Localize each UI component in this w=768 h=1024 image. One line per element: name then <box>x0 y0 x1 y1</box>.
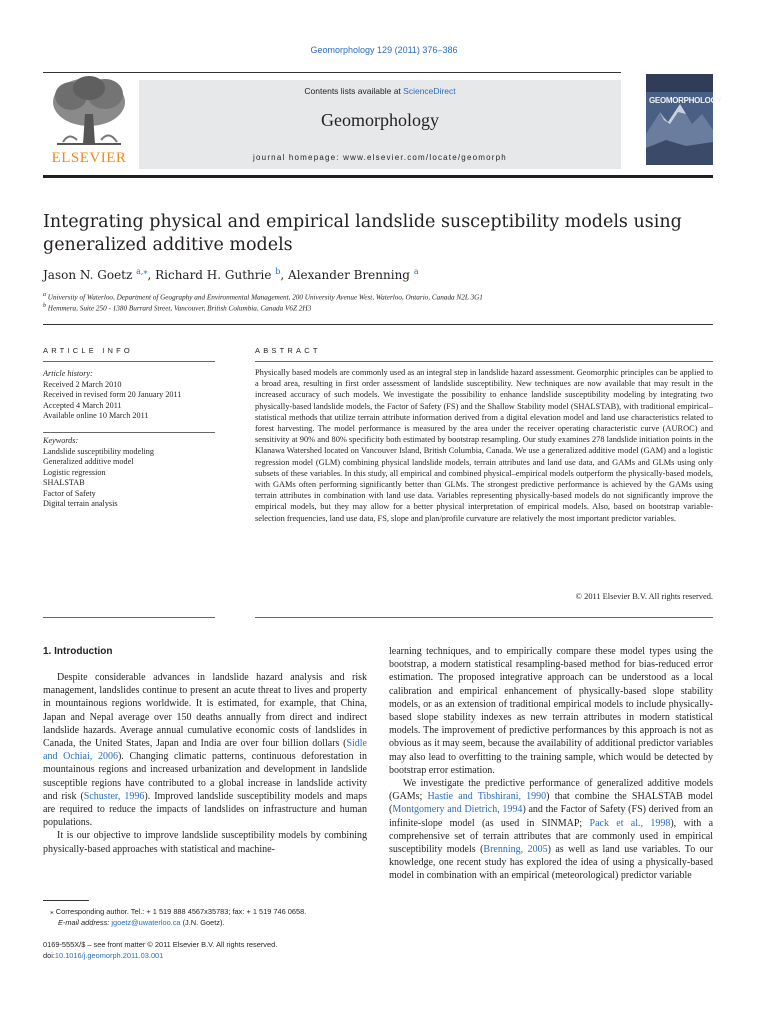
footnote-divider <box>43 900 89 901</box>
email-link[interactable]: jgoetz@uwaterloo.ca <box>111 918 181 927</box>
reference-link[interactable]: Sidle and Ochiai, 2006 <box>43 738 367 763</box>
affiliation-b: $^b$ Hemmera, Suite 250 - 1380 Burrard Street, Vancouver, British Columbia, Canada V6Z 2H3 <box>43 303 312 313</box>
divider <box>43 617 215 618</box>
issn-line: 0169-555X/$ – see front matter © 2011 Elsevier B.V. All rights reserved. <box>43 940 278 949</box>
author-affiliation-mark[interactable]: b <box>275 267 281 276</box>
abstract-text: Physically based models are commonly used as an integral step in landslide hazard assessment. Geomorphic principles can be applied to a broad area, resulting in first order assessment of landslide susceptibility. New techniques are now available that may result in the increased accuracy of such models. We investigate the possibility to enhance landslide susceptibility modeling by integrating two physically-based landslide models, the Factor of Safety (FS) and the Shallow Stability model (SHALSTAB), with traditional empirical–statistical methods that utilize terrain attribute information derived from a digital elevation model and land use characteristics related to forest harvesting. The model performance is measured by the area under the receiver operating characteristic curve (AUROC) and sensitivity at 90% and 80% specificity both estimated by bootstrap resampling. Our study examines 278 landslide initiation points in the Klanawa Watershed located on Vancouver Island, British Columbia, Canada. We use a generalized additive model (GAM) and a logistic regression model (GLM) combining physical landslide models, terrain attributes and land use data, and GAMs and GLMs using only subsets of these variables. In this study, all empirical and combined physical–empirical models outperform the physically-based models, with GAMs often performing significantly better than GLMs. The strongest predictive performance is achieved by the GAMs using terrain attributes in combination with land use data. Variables representing physically-based models do not significantly improve the empirical models, but they may allow for a better physical interpretation of empirical models. Also, based on bootstrap variable-selection frequencies, land use data, FS, slope and plan/profile curvature are relatively the most important predictor variables. <box>255 368 713 523</box>
history-label: Article history: <box>43 369 93 378</box>
divider <box>43 72 621 73</box>
reference-link[interactable]: Pack et al., 1998 <box>589 817 671 829</box>
intro-left-column <box>43 671 367 856</box>
elsevier-wordmark: ELSEVIER <box>51 150 127 166</box>
keywords-label: Keywords: <box>43 436 79 445</box>
elsevier-logo[interactable] <box>43 74 135 170</box>
keyword[interactable]: SHALSTAB <box>43 478 85 487</box>
header-divider <box>43 175 713 178</box>
divider <box>43 432 215 433</box>
affiliation-a: $^a$ University of Waterloo, Department of Geography and Environmental Management, 200 University Avenue West, Waterloo, Ontario, Canada N2L 3G1 <box>43 292 483 302</box>
keyword[interactable]: Generalized additive model <box>43 457 134 466</box>
reference-link[interactable]: Hastie and Tibshirani, 1990 <box>427 791 547 803</box>
keywords <box>43 436 215 510</box>
keyword[interactable]: Landslide susceptibility modeling <box>43 446 154 456</box>
abstract-heading: ABSTRACT <box>255 346 321 355</box>
article-history <box>43 369 215 422</box>
history-item: Available online 10 March 2011 <box>43 411 149 420</box>
doi-link[interactable]: 10.1016/j.geomorph.2011.03.001 <box>54 951 164 960</box>
history-item: Received in revised form 20 January 2011 <box>43 390 182 399</box>
elsevier-tree-icon <box>49 74 129 148</box>
author-name[interactable]: Richard H. Guthrie <box>155 268 272 282</box>
divider <box>255 361 713 362</box>
paragraph: It is our objective to improve landslide susceptibility models by combining physically-based approaches with statistical and machine- <box>43 830 367 855</box>
doi-line: doi:10.1016/j.geomorph.2011.03.001 <box>43 951 164 960</box>
corresponding-author-note: ⁎ Corresponding author. Tel.: + 1 519 888 4567x35783; fax: + 1 519 746 0658. <box>50 907 307 916</box>
email-note: E-mail address: jgoetz@uwaterloo.ca (J.N. Goetz). <box>58 918 225 927</box>
contents-prefix: Contents lists available at <box>304 86 404 96</box>
keyword[interactable]: Digital terrain analysis <box>43 499 118 508</box>
author-list: Jason N. Goetz $^{a,⁎}$, Richard H. Guthrie $^b$, Alexander Brenning $^a$ <box>43 267 419 282</box>
reference-link[interactable]: Schuster, 1996 <box>83 790 145 802</box>
divider <box>43 324 713 325</box>
author-affiliation-mark[interactable]: a,⁎ <box>136 267 148 276</box>
journal-header <box>139 80 621 169</box>
cover-title: GEOMORPHOLOGY <box>649 96 722 105</box>
sciencedirect-link[interactable]: ScienceDirect <box>403 86 456 96</box>
copyright: © 2011 Elsevier B.V. All rights reserved. <box>575 592 713 601</box>
history-item: Received 2 March 2010 <box>43 379 122 389</box>
section-heading: 1. Introduction <box>43 646 113 657</box>
paragraph: learning techniques, and to empirically compare these model types using the bootstrap, a modern statistical resampling-based method for bias-reduced error estimation. The proposed integrative approach can be understood as a local calibration and empirical enhancement of physically-based slope stability models, or as an extension of traditional empirical models to include physically-based slope stability indexes as new terrain attributes in modern statistical models. The improvement of predictive performances by this approach is not as obvious as it may seem, because the availability of additional predictor variables may also lead to overfitting to the training sample, which would be detected by bootstrap error estimation. <box>389 646 713 776</box>
history-item: Accepted 4 March 2011 <box>43 400 122 410</box>
reference-link[interactable]: Brenning, 2005 <box>483 844 548 856</box>
author-name[interactable]: Alexander Brenning <box>288 268 410 282</box>
article-info-heading: ARTICLE INFO <box>43 346 133 355</box>
journal-citation[interactable]: Geomorphology 129 (2011) 376–386 <box>310 45 458 55</box>
paragraph: We investigate the predictive performance of generalized additive models (GAMs; Hastie and Tibshirani, 1990) that combine the SHALSTAB model (Montgomery and Dietrich, 1994) and the Factor of Safety (FS) derived from an infinite-slope model (as used in SINMAP; Pack et al., 1998), with a comprehensive set of terrain attributes that are commonly used in empirical susceptibility models (Brenning, 2005) as well as land use variables. To our knowledge, one recent study has explored the idea of using a physically-based model in combination with an empirical (meteorological) predictor variable <box>389 778 714 882</box>
journal-name: Geomorphology <box>321 110 439 130</box>
contents-line <box>139 86 621 96</box>
divider <box>255 617 713 618</box>
journal-cover-image[interactable] <box>646 74 722 165</box>
journal-homepage[interactable]: journal homepage: www.elsevier.com/locate/geomorph <box>253 153 507 162</box>
reference-link[interactable]: Montgomery and Dietrich, 1994 <box>392 804 523 816</box>
cover-mountain-icon <box>646 74 713 165</box>
author-name[interactable]: Jason N. Goetz <box>43 268 133 282</box>
paragraph: Despite considerable advances in landslide hazard analysis and risk management, landslides continue to present an acute threat to lives and property in mountainous regions worldwide. It is estimated, for example, that China, Japan and Nepal average over 150 deaths annually from direct and indirect landslide hazards. Average annual cumulative economic costs of landslides in Canada, the United States, Japan and India are over four billion dollars (Sidle and Ochiai, 2006). Changing climatic patterns, continuous deforestation in mountainous regions and increased urbanization and development in landslide susceptible regions have contributed to a global increase in landslide activity and risk (Schuster, 1996). Improved landslide susceptibility models and maps are required to reduce the impacts of landslides on infrastructure and human populations. <box>43 672 368 829</box>
intro-right-column <box>389 645 713 883</box>
divider <box>43 361 215 362</box>
author-affiliation-mark[interactable]: a <box>413 267 419 276</box>
keyword[interactable]: Factor of Safety <box>43 488 96 498</box>
keyword[interactable]: Logistic regression <box>43 467 106 477</box>
article-title: Integrating physical and empirical landslide susceptibility models using generalized additive models <box>43 212 682 255</box>
